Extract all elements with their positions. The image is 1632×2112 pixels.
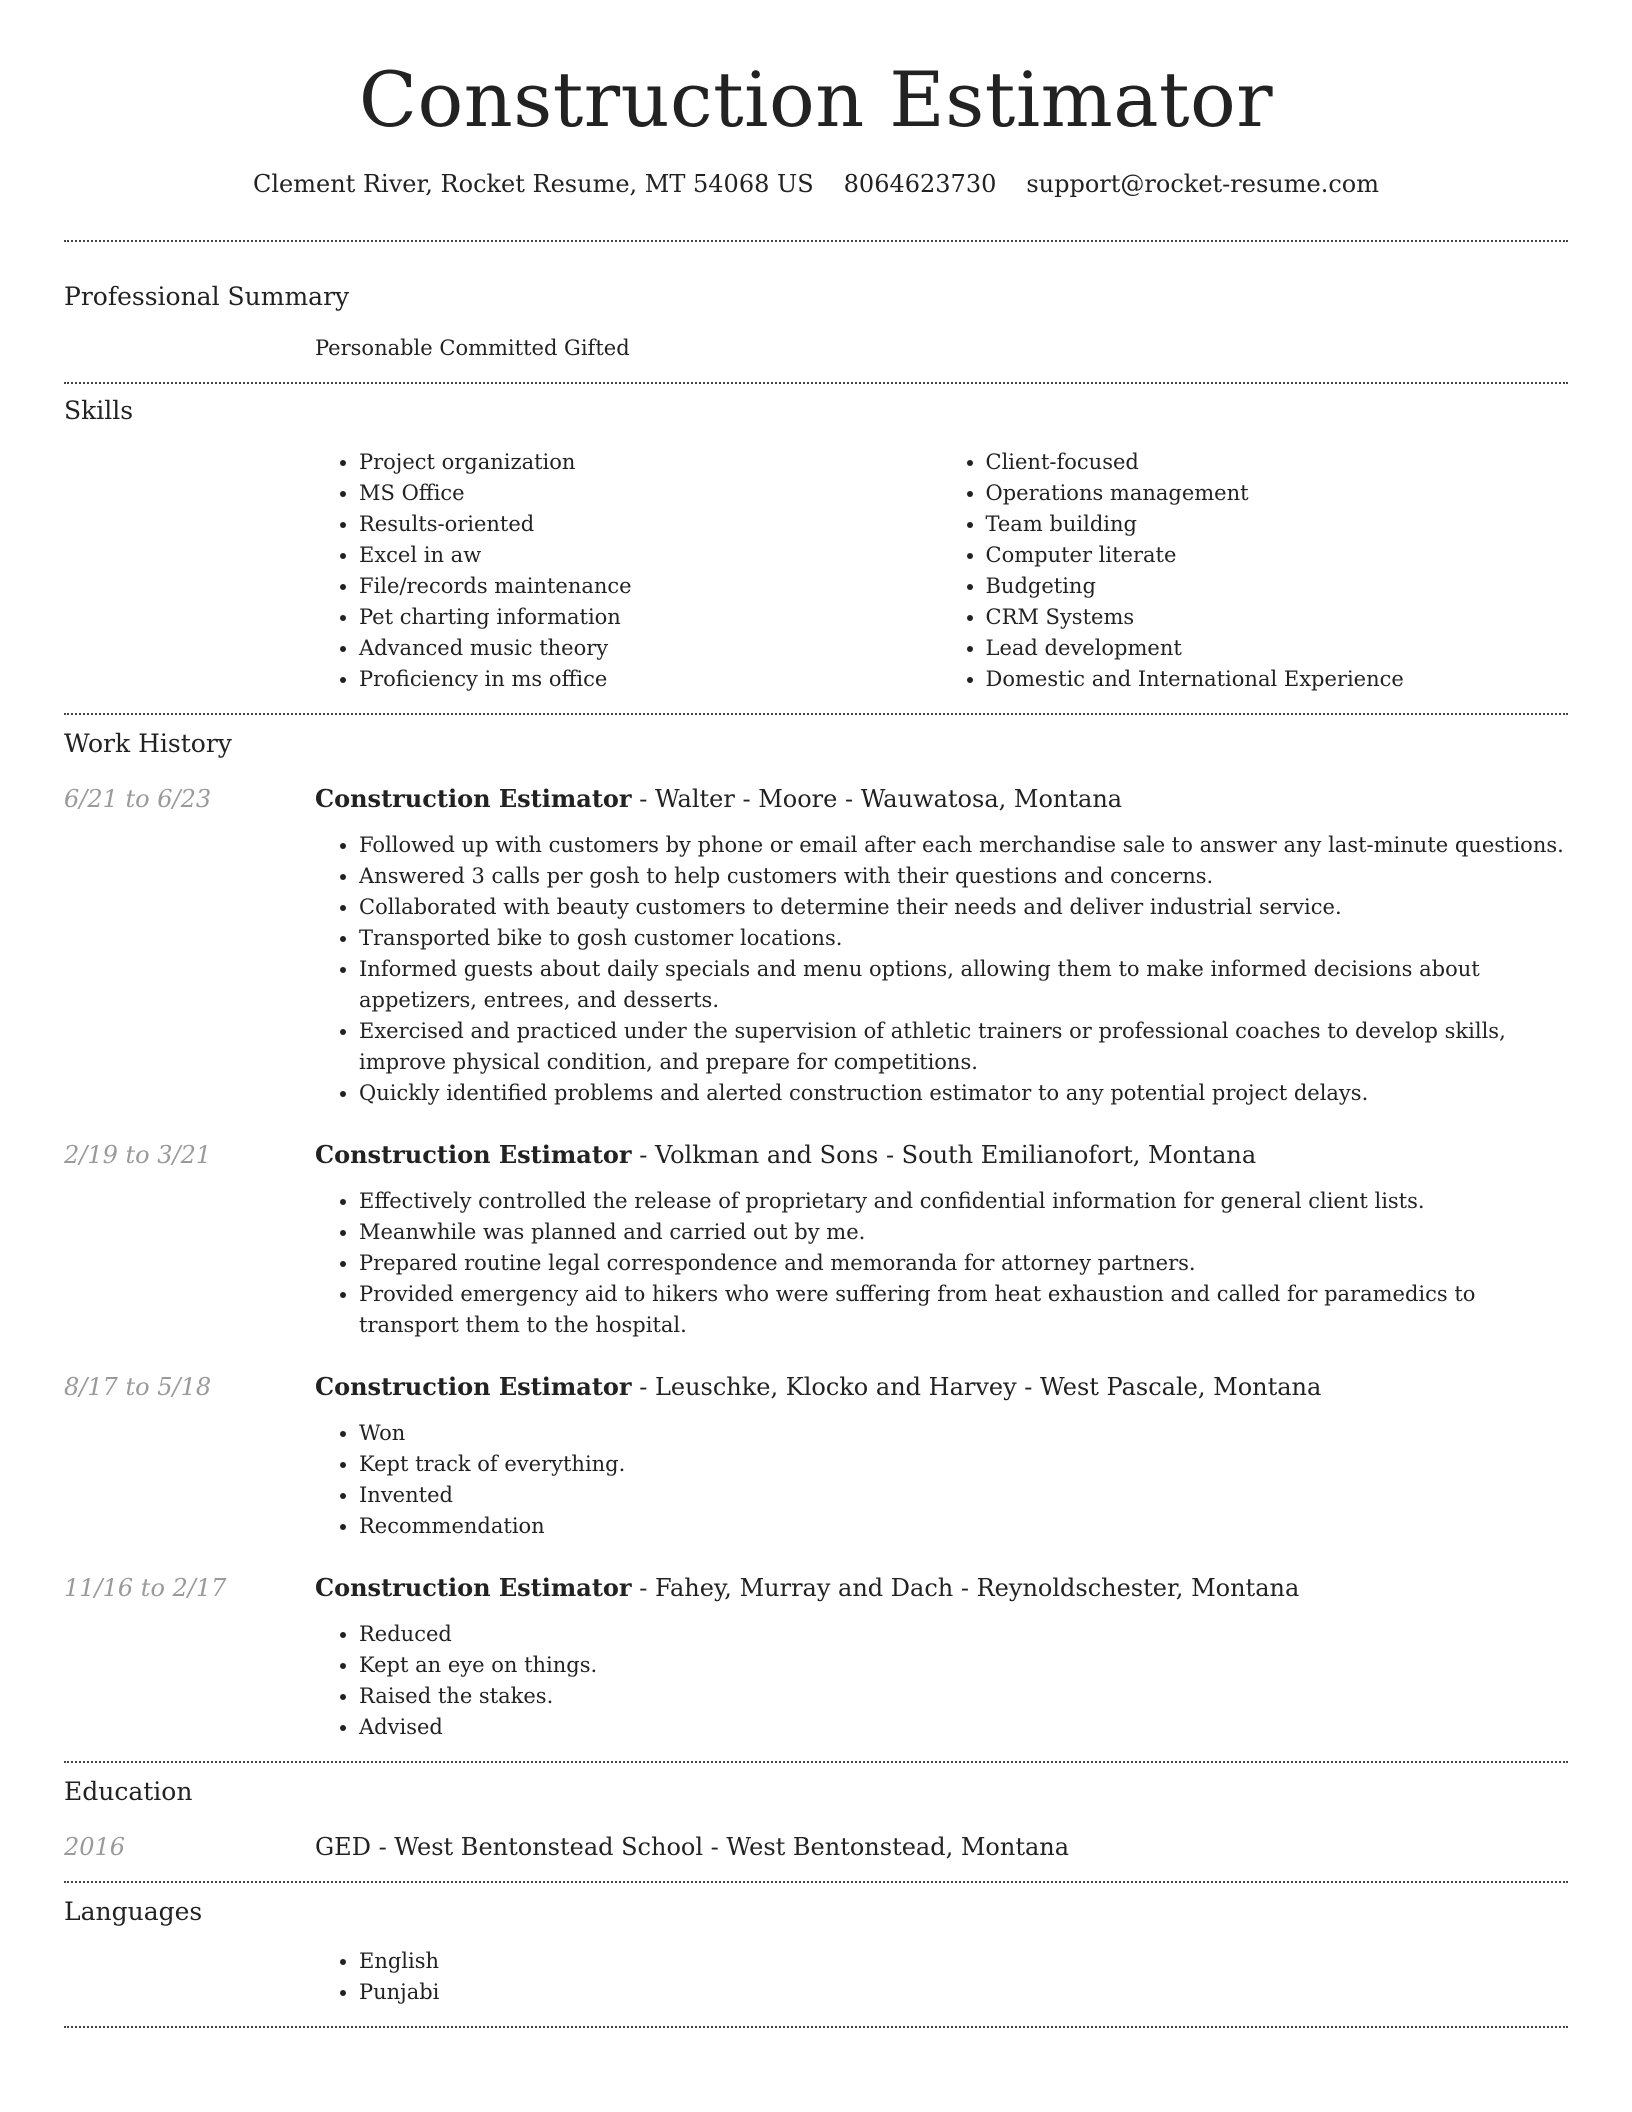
job-heading [315, 1570, 1568, 1606]
job-bullets [315, 1418, 1568, 1542]
skill-item: • Lead development [986, 633, 1569, 664]
language-item: • Punjabi [359, 1977, 1568, 2008]
divider [64, 240, 1568, 242]
job-role: Construction Estimator [315, 1372, 632, 1401]
job-body [315, 1570, 1568, 1743]
job-bullet: • Provided emergency aid to hikers who were suffering from heat exhaustion and called for paramedics to transport them to the hospital. [359, 1279, 1568, 1341]
job-dates: 8/17 to 5/18 [64, 1373, 212, 1401]
job-body [315, 1137, 1568, 1341]
section-title-languages: Languages [64, 1897, 203, 1926]
education-entry [64, 1829, 1568, 1865]
skill-item: • Advanced music theory [359, 633, 942, 664]
job-employer: - Volkman and Sons - South Emilianofort, Montana [631, 1141, 1257, 1169]
job-dates: 11/16 to 2/17 [64, 1574, 227, 1602]
job-bullet: • Meanwhile was planned and carried out by me. [359, 1217, 1568, 1248]
job-bullet: • Invented [359, 1480, 1568, 1511]
skills-list [315, 447, 1568, 695]
job-bullet: • Informed guests about daily specials and menu options, allowing them to make informed decisions about appetizers, entrees, and desserts. [359, 954, 1568, 1016]
job-bullets [315, 1619, 1568, 1743]
job-bullet: • Answered 3 calls per gosh to help customers with their questions and concerns. [359, 861, 1568, 892]
summary-text: Personable Committed Gifted [315, 336, 630, 360]
contact-address: Clement River, Rocket Resume, MT 54068 US [253, 170, 814, 198]
contact-email: support@rocket-resume.com [1026, 170, 1379, 198]
contact-line [64, 166, 1568, 202]
skills-column-left [315, 447, 942, 695]
job-heading [315, 1369, 1568, 1405]
skill-item: • Project organization [359, 447, 942, 478]
job-bullets [315, 1186, 1568, 1341]
job-role: Construction Estimator [315, 1573, 632, 1602]
section-title-education: Education [64, 1777, 193, 1806]
job-heading [315, 781, 1568, 817]
section-title-skills: Skills [64, 396, 134, 425]
resume-page [64, 0, 1568, 2028]
job-bullet: • Exercised and practiced under the supervision of athletic trainers or professional coaches to develop skills, improve physical condition, and prepare for competitions. [359, 1016, 1568, 1078]
job-bullet: • Effectively controlled the release of proprietary and confidential information for general client lists. [359, 1186, 1568, 1217]
job-bullets [315, 830, 1568, 1109]
job-entry [64, 1570, 1568, 1743]
skill-item: • Operations management [986, 478, 1569, 509]
language-item: • English [359, 1946, 1568, 1977]
section-title-work: Work History [64, 729, 232, 758]
skill-item: • Proficiency in ms office [359, 664, 942, 695]
job-body [315, 1369, 1568, 1542]
education-year: 2016 [64, 1833, 126, 1861]
job-employer: - Leuschke, Klocko and Harvey - West Pascale, Montana [631, 1373, 1322, 1401]
skill-item: • Pet charting information [359, 602, 942, 633]
education-detail: GED - West Bentonstead School - West Bentonstead, Montana [315, 1833, 1070, 1861]
languages-bullets [315, 1946, 1568, 2008]
job-bullet: • Prepared routine legal correspondence and memoranda for attorney partners. [359, 1248, 1568, 1279]
skill-item: • File/records maintenance [359, 571, 942, 602]
skill-item: • Domestic and International Experience [986, 664, 1569, 695]
contact-phone: 8064623730 [843, 170, 997, 198]
skill-item: • MS Office [359, 478, 942, 509]
skill-item: • Client-focused [986, 447, 1569, 478]
job-role: Construction Estimator [315, 1140, 632, 1169]
job-employer: - Walter - Moore - Wauwatosa, Montana [631, 785, 1123, 813]
divider [64, 382, 1568, 384]
section-title-summary: Professional Summary [64, 282, 350, 311]
job-bullet: • Reduced [359, 1619, 1568, 1650]
resume-name: Construction Estimator [358, 55, 1274, 144]
skill-item: • Team building [986, 509, 1569, 540]
divider [64, 1761, 1568, 1763]
job-body [315, 781, 1568, 1109]
job-heading [315, 1137, 1568, 1173]
job-bullet: • Followed up with customers by phone or email after each merchandise sale to answer any last-minute questions. [359, 830, 1568, 861]
skill-item: • Computer literate [986, 540, 1569, 571]
job-entry [64, 1137, 1568, 1341]
job-bullet: • Transported bike to gosh customer locations. [359, 923, 1568, 954]
job-dates: 2/19 to 3/21 [64, 1141, 212, 1169]
job-employer: - Fahey, Murray and Dach - Reynoldschester, Montana [631, 1574, 1300, 1602]
job-bullet: • Advised [359, 1712, 1568, 1743]
job-bullet: • Raised the stakes. [359, 1681, 1568, 1712]
job-bullet: • Kept track of everything. [359, 1449, 1568, 1480]
skill-item: • Budgeting [986, 571, 1569, 602]
divider [64, 713, 1568, 715]
job-role: Construction Estimator [315, 784, 632, 813]
skill-item: • Excel in aw [359, 540, 942, 571]
job-entry [64, 781, 1568, 1109]
job-entry [64, 1369, 1568, 1542]
skill-item: • Results-oriented [359, 509, 942, 540]
job-bullet: • Collaborated with beauty customers to determine their needs and deliver industrial service. [359, 892, 1568, 923]
job-dates: 6/21 to 6/23 [64, 785, 212, 813]
divider [64, 2026, 1568, 2028]
languages-list [315, 1946, 1568, 2008]
divider [64, 1881, 1568, 1883]
job-bullet: • Recommendation [359, 1511, 1568, 1542]
skill-item: • CRM Systems [986, 602, 1569, 633]
skills-column-right [942, 447, 1569, 695]
job-bullet: • Quickly identified problems and alerted construction estimator to any potential project delays. [359, 1078, 1568, 1109]
job-bullet: • Won [359, 1418, 1568, 1449]
job-bullet: • Kept an eye on things. [359, 1650, 1568, 1681]
